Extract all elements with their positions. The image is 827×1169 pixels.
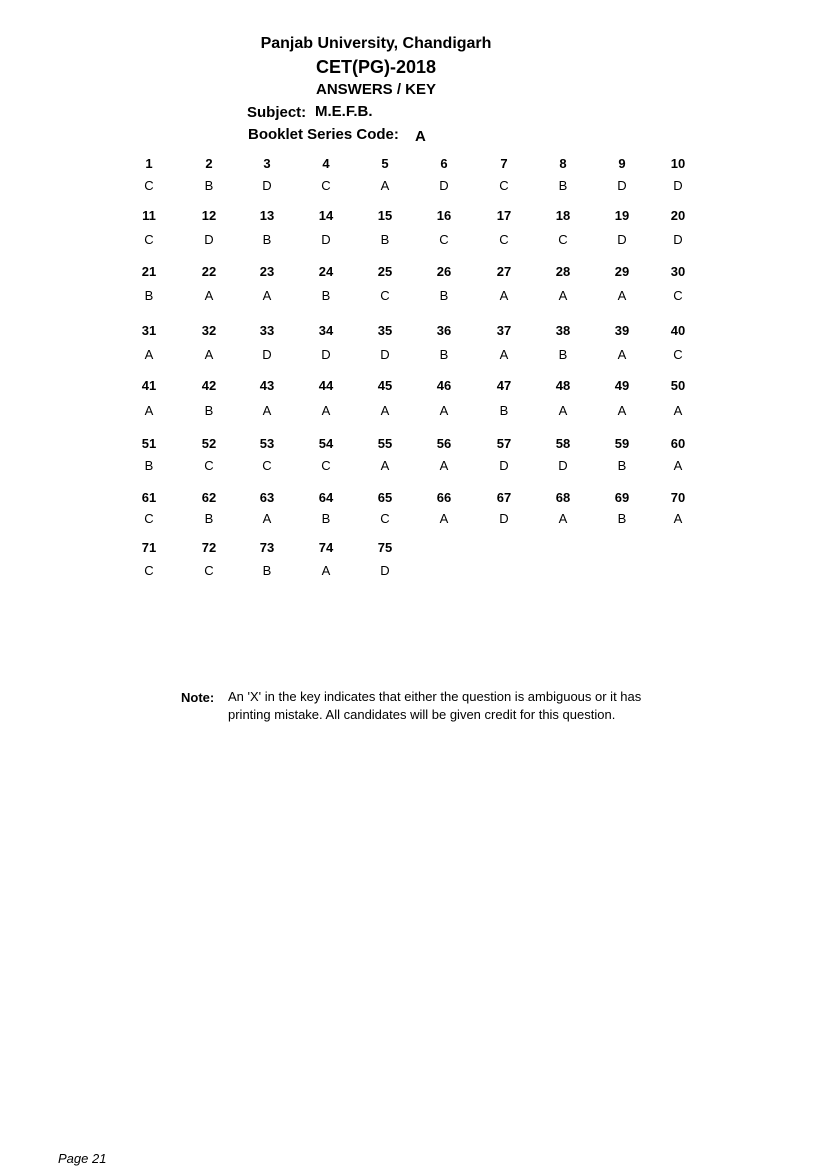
answer-letter: C — [144, 563, 154, 578]
answer-letter: B — [144, 458, 154, 473]
answer-letter: C — [321, 458, 331, 473]
question-number: 3 — [263, 156, 271, 171]
answer-letter: B — [144, 288, 154, 303]
question-number: 65 — [377, 490, 393, 505]
answer-letter: A — [144, 403, 154, 418]
answer-letter: A — [204, 288, 214, 303]
question-number: 47 — [496, 378, 512, 393]
question-number: 52 — [201, 436, 217, 451]
answer-letter: D — [499, 458, 509, 473]
answer-key-heading: ANSWERS / KEY — [315, 81, 437, 98]
answer-letter: D — [321, 347, 331, 362]
answer-letter: C — [144, 178, 154, 193]
subject-label: Subject: — [247, 104, 307, 121]
question-number: 5 — [381, 156, 389, 171]
answer-letter: D — [617, 178, 627, 193]
question-number: 27 — [496, 264, 512, 279]
answer-letter: C — [673, 288, 683, 303]
answer-letter: D — [499, 511, 509, 526]
answer-letter: B — [558, 178, 568, 193]
answer-letter: D — [262, 347, 272, 362]
question-number: 6 — [440, 156, 448, 171]
question-number: 7 — [500, 156, 508, 171]
answer-letter: A — [558, 511, 568, 526]
page-number: Page 21 — [58, 1151, 107, 1166]
answer-letter: B — [321, 288, 331, 303]
answer-letter: A — [499, 288, 509, 303]
question-number: 35 — [377, 323, 393, 338]
question-number: 34 — [318, 323, 334, 338]
question-number: 21 — [141, 264, 157, 279]
answer-letter: C — [380, 288, 390, 303]
question-number: 43 — [259, 378, 275, 393]
question-number: 53 — [259, 436, 275, 451]
question-number: 63 — [259, 490, 275, 505]
answer-letter: A — [439, 403, 449, 418]
question-number: 37 — [496, 323, 512, 338]
answer-letter: B — [499, 403, 509, 418]
question-number: 72 — [201, 540, 217, 555]
answer-letter: A — [321, 403, 331, 418]
answer-letter: A — [673, 403, 683, 418]
question-number: 50 — [670, 378, 686, 393]
answer-letter: D — [262, 178, 272, 193]
answer-letter: B — [558, 347, 568, 362]
question-number: 39 — [614, 323, 630, 338]
question-number: 14 — [318, 208, 334, 223]
question-number: 69 — [614, 490, 630, 505]
answer-letter: B — [204, 403, 214, 418]
answer-letter: A — [380, 458, 390, 473]
question-number: 31 — [141, 323, 157, 338]
answer-letter: C — [262, 458, 272, 473]
answer-letter: B — [380, 232, 390, 247]
question-number: 33 — [259, 323, 275, 338]
answer-letter: A — [262, 403, 272, 418]
answer-letter: A — [321, 563, 331, 578]
question-number: 59 — [614, 436, 630, 451]
question-number: 57 — [496, 436, 512, 451]
question-number: 55 — [377, 436, 393, 451]
question-number: 19 — [614, 208, 630, 223]
answer-letter: A — [617, 403, 627, 418]
exam-title: CET(PG)-2018 — [315, 57, 437, 77]
question-number: 11 — [142, 208, 156, 223]
question-number: 32 — [201, 323, 217, 338]
answer-letter: C — [673, 347, 683, 362]
question-number: 30 — [670, 264, 686, 279]
answer-letter: C — [499, 232, 509, 247]
answer-letter: D — [617, 232, 627, 247]
answer-letter: A — [262, 288, 272, 303]
answer-letter: A — [380, 403, 390, 418]
answer-letter: D — [380, 563, 390, 578]
question-number: 64 — [318, 490, 334, 505]
answer-letter: A — [617, 347, 627, 362]
booklet-series-value: A — [415, 128, 426, 145]
question-number: 51 — [141, 436, 157, 451]
question-number: 36 — [436, 323, 452, 338]
question-number: 4 — [322, 156, 330, 171]
question-number: 66 — [436, 490, 452, 505]
answer-letter: C — [144, 511, 154, 526]
answer-letter: A — [439, 511, 449, 526]
answer-letter: D — [558, 458, 568, 473]
question-number: 41 — [141, 378, 157, 393]
question-number: 13 — [259, 208, 275, 223]
question-number: 9 — [618, 156, 626, 171]
question-number: 17 — [496, 208, 512, 223]
question-number: 2 — [205, 156, 213, 171]
question-number: 29 — [614, 264, 630, 279]
question-number: 8 — [559, 156, 567, 171]
answer-letter: C — [558, 232, 568, 247]
answer-letter: B — [204, 511, 214, 526]
question-number: 23 — [259, 264, 275, 279]
question-number: 26 — [436, 264, 452, 279]
question-number: 25 — [377, 264, 393, 279]
note-label: Note: — [181, 690, 215, 705]
answer-letter: A — [558, 288, 568, 303]
answer-letter: A — [617, 288, 627, 303]
question-number: 24 — [318, 264, 334, 279]
answer-letter: D — [439, 178, 449, 193]
answer-letter: D — [204, 232, 214, 247]
question-number: 48 — [555, 378, 571, 393]
question-number: 71 — [141, 540, 157, 555]
question-number: 42 — [201, 378, 217, 393]
subject-value: M.E.F.B. — [315, 103, 373, 120]
answer-letter: C — [439, 232, 449, 247]
answer-letter: B — [262, 232, 272, 247]
answer-letter: B — [617, 511, 627, 526]
question-number: 44 — [318, 378, 334, 393]
question-number: 67 — [496, 490, 512, 505]
note-line-2: printing mistake. All candidates will be given credit for this question. — [228, 707, 616, 722]
answer-letter: D — [380, 347, 390, 362]
university-name: Panjab University, Chandigarh — [260, 35, 492, 52]
answer-letter: A — [380, 178, 390, 193]
question-number: 38 — [555, 323, 571, 338]
question-number: 10 — [670, 156, 686, 171]
answer-letter: C — [204, 563, 214, 578]
answer-letter: A — [262, 511, 272, 526]
answer-letter: A — [144, 347, 154, 362]
answer-letter: D — [321, 232, 331, 247]
answer-letter: D — [673, 232, 683, 247]
answer-letter: D — [673, 178, 683, 193]
question-number: 61 — [141, 490, 157, 505]
note-line-1: An 'X' in the key indicates that either the question is ambiguous or it has — [228, 689, 642, 704]
answer-letter: A — [439, 458, 449, 473]
answer-letter: A — [673, 458, 683, 473]
question-number: 46 — [436, 378, 452, 393]
question-number: 20 — [670, 208, 686, 223]
answer-letter: B — [204, 178, 214, 193]
question-number: 18 — [555, 208, 571, 223]
question-number: 68 — [555, 490, 571, 505]
question-number: 74 — [318, 540, 334, 555]
question-number: 54 — [318, 436, 334, 451]
answer-letter: B — [321, 511, 331, 526]
question-number: 16 — [436, 208, 452, 223]
answer-letter: B — [617, 458, 627, 473]
answer-letter: B — [439, 288, 449, 303]
answer-letter: C — [144, 232, 154, 247]
question-number: 56 — [436, 436, 452, 451]
answer-letter: B — [262, 563, 272, 578]
question-number: 28 — [555, 264, 571, 279]
question-number: 75 — [377, 540, 393, 555]
answer-letter: C — [321, 178, 331, 193]
answer-letter: A — [499, 347, 509, 362]
question-number: 60 — [670, 436, 686, 451]
answer-letter: C — [204, 458, 214, 473]
question-number: 45 — [377, 378, 393, 393]
question-number: 40 — [670, 323, 686, 338]
answer-letter: A — [558, 403, 568, 418]
question-number: 73 — [259, 540, 275, 555]
answer-letter: A — [673, 511, 683, 526]
booklet-series-label: Booklet Series Code: — [248, 126, 399, 143]
question-number: 58 — [555, 436, 571, 451]
question-number: 1 — [145, 156, 153, 171]
question-number: 22 — [201, 264, 217, 279]
answer-letter: B — [439, 347, 449, 362]
question-number: 70 — [670, 490, 686, 505]
question-number: 15 — [377, 208, 393, 223]
answer-letter: C — [499, 178, 509, 193]
question-number: 49 — [614, 378, 630, 393]
answer-letter: A — [204, 347, 214, 362]
answer-letter: C — [380, 511, 390, 526]
question-number: 62 — [201, 490, 217, 505]
question-number: 12 — [201, 208, 217, 223]
